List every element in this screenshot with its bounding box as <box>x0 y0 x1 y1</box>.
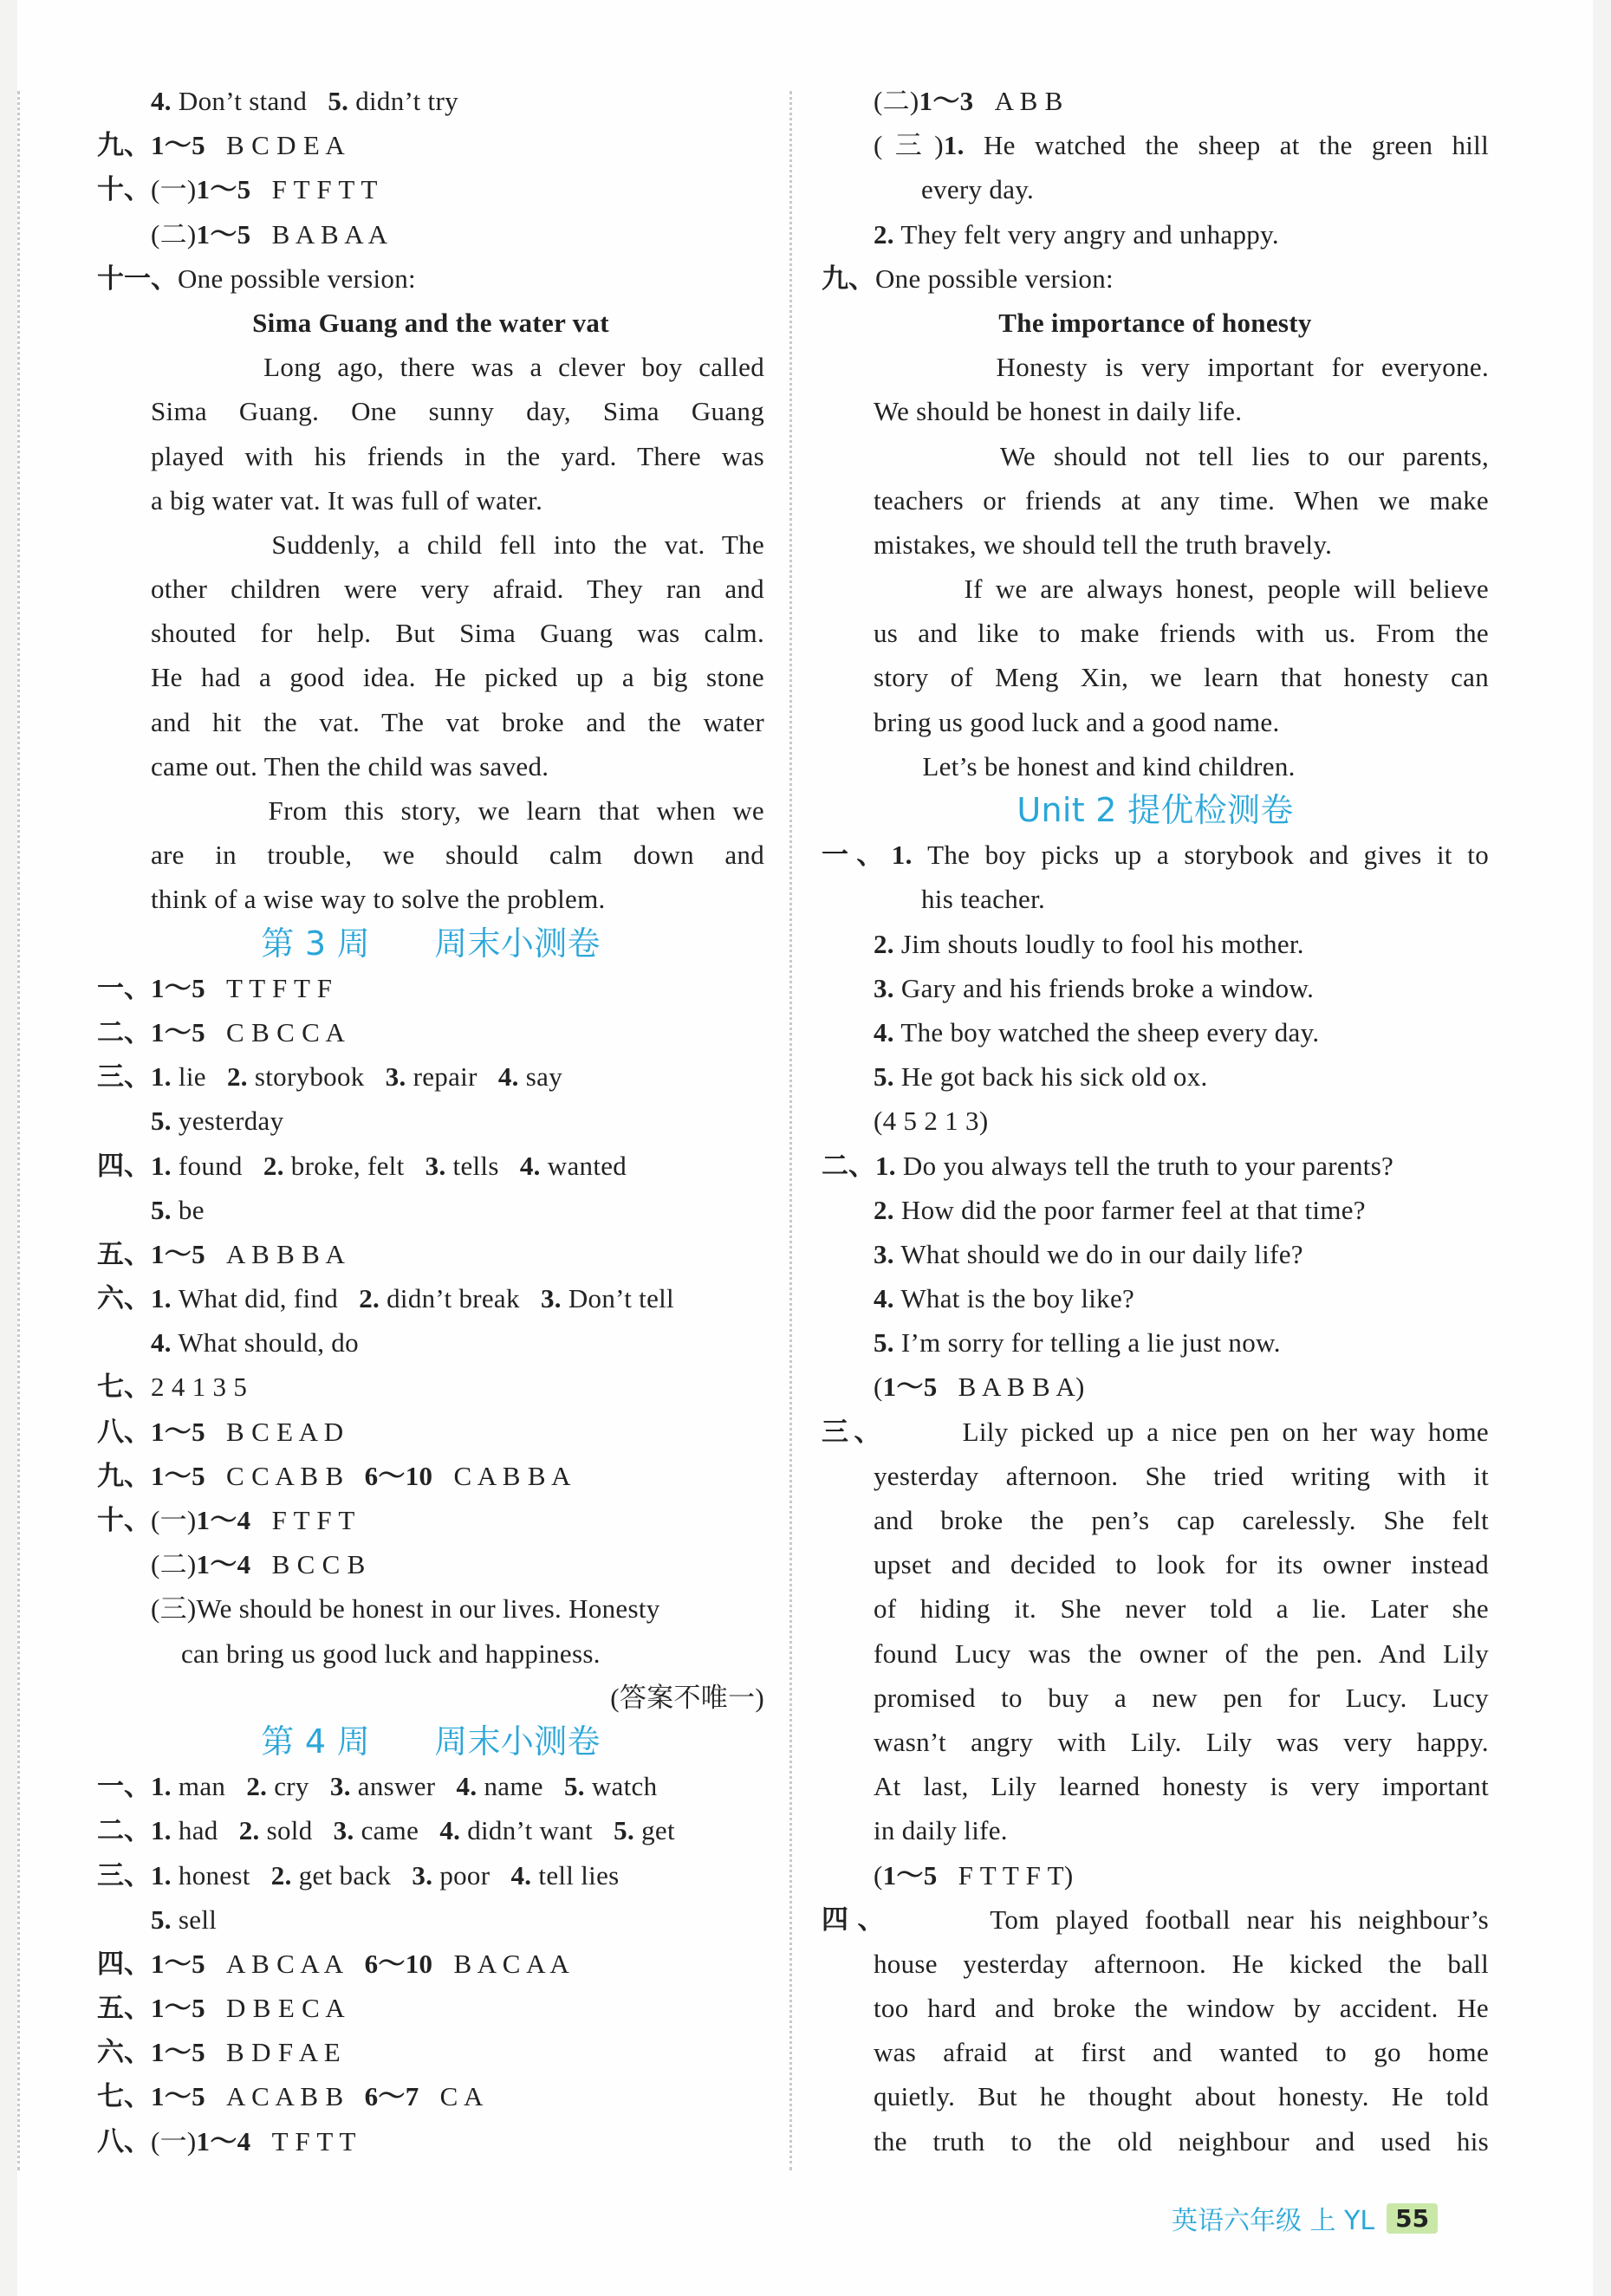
section-heading: 第 3 周 周末小测卷 <box>261 924 601 963</box>
answer-line: 五、1～5 D B E C A <box>97 1993 346 2025</box>
answer-line: bring us good luck and a good name. <box>874 706 1280 737</box>
answer-line: At last, Lily learned honesty is very important <box>874 1771 1489 1802</box>
left-column <box>97 79 764 2163</box>
answer-line: was afraid at first and wanted to go home <box>874 2037 1489 2068</box>
answer-line: 5. be <box>151 1194 205 1225</box>
answer-line: 四、1～5 A B C A A 6～10 B A C A A <box>97 1948 570 1980</box>
answer-line: us and like to make friends with us. From the <box>874 618 1489 649</box>
answer-line: 一、1. man 2. cry 3. answer 4. name 5. watch <box>97 1771 658 1803</box>
answer-line: Sima Guang. One sunny day, Sima Guang <box>151 396 764 427</box>
answer-line: found Lucy was the owner of the pen. And Lily <box>874 1638 1489 1669</box>
answer-line: story of Meng Xin, we learn that honesty can <box>874 662 1489 693</box>
answer-line: 十、(一)1～5 F T F T T <box>97 174 378 206</box>
answer-line: the truth to the old neighbour and used his <box>874 2125 1489 2157</box>
answer-line: are in trouble, we should calm down and <box>151 840 764 871</box>
answer-line: 八、1～5 B C E A D <box>97 1416 344 1448</box>
answer-line: 八、(一)1～4 T F T T <box>97 2125 356 2157</box>
answer-line: 七、2 4 1 3 5 <box>97 1372 248 1404</box>
answer-line: 5. yesterday <box>151 1106 284 1137</box>
answer-line: 5. sell <box>151 1904 218 1935</box>
answer-line: too hard and broke the window by accident. He <box>874 1993 1489 2024</box>
answer-line: We should not tell lies to our parents, <box>874 440 1489 471</box>
section-heading: 第 4 周 周末小测卷 <box>261 1722 601 1761</box>
answer-line: played with his friends in the yard. There was <box>151 440 764 471</box>
answer-line: mistakes, we should tell the truth bravely. <box>874 529 1333 560</box>
answer-line: a big water vat. It was full of water. <box>151 484 543 516</box>
left-margin-divider <box>17 91 20 2170</box>
book-label: 英语六年级 上 YL <box>1172 2206 1375 2236</box>
answer-line: If we are always honest, people will believe <box>874 574 1489 605</box>
answer-line: and hit the vat. The vat broke and the water <box>151 706 764 737</box>
essay-title: The importance of honesty <box>998 307 1312 338</box>
answer-line: 四、 Tom played football near his neighbour’s <box>822 1904 1490 1936</box>
answer-line: 4. The boy watched the sheep every day. <box>874 1016 1320 1047</box>
answer-line: (二)1～4 B C C B <box>151 1549 366 1580</box>
answer-line: 九、One possible version: <box>822 263 1114 295</box>
answer-line: came out. Then the child was saved. <box>151 750 549 782</box>
answer-line: (1～5 B A B B A) <box>874 1372 1085 1403</box>
answer-line: promised to buy a new pen for Lucy. Lucy <box>874 1682 1489 1713</box>
answer-line: 九、1～5 B C D E A <box>97 130 346 162</box>
answer-line: 二、1～5 C B C C A <box>97 1016 346 1048</box>
answer-line: in daily life. <box>874 1815 1008 1846</box>
answer-line: 4. Don’t stand 5. didn’t try <box>151 86 458 116</box>
answer-line: 二、1. Do you always tell the truth to your parents? <box>822 1150 1394 1182</box>
answer-line: (答案不唯一) <box>610 1682 764 1713</box>
answer-line: upset and decided to look for its owner instead <box>874 1549 1489 1580</box>
answer-line: 五、1～5 A B B B A <box>97 1238 346 1270</box>
answer-line: 七、1～5 A C A B B 6～7 C A <box>97 2081 484 2113</box>
answer-line: 3. Gary and his friends broke a window. <box>874 972 1315 1003</box>
answer-line: Long ago, there was a clever boy called <box>151 352 764 383</box>
answer-line: 十、(一)1～4 F T F T <box>97 1505 355 1536</box>
page-number: 55 <box>1387 2203 1438 2234</box>
answer-line: (二)1～3 A B B <box>874 86 1063 116</box>
answer-line: 3. What should we do in our daily life? <box>874 1238 1303 1269</box>
answer-line: 三、1. honest 2. get back 3. poor 4. tell lies <box>97 1859 620 1891</box>
answer-line: From this story, we learn that when we <box>151 795 764 826</box>
answer-line: 十一、One possible version: <box>97 263 416 295</box>
answer-line: wasn’t angry with Lily. Lily was very happy. <box>874 1726 1489 1757</box>
answer-line: (二)1～5 B A B A A <box>151 218 388 250</box>
essay-title: Sima Guang and the water vat <box>252 307 609 338</box>
answer-line: yesterday afternoon. She tried writing with it <box>874 1460 1489 1491</box>
answer-line: teachers or friends at any time. When we make <box>874 484 1489 516</box>
answer-line: every day. <box>921 174 1035 205</box>
answer-line: other children were very afraid. They ran and <box>151 574 764 605</box>
answer-line: 4. What should, do <box>151 1327 359 1359</box>
answer-line: shouted for help. But Sima Guang was calm. <box>151 618 764 649</box>
answer-line: 2. Jim shouts loudly to fool his mother. <box>874 928 1304 959</box>
answer-line: (三)1. He watched the sheep at the green hill <box>874 130 1489 161</box>
answer-line: (三)We should be honest in our lives. Honesty <box>151 1593 660 1625</box>
answer-line: 九、1～5 C C A B B 6～10 C A B B A <box>97 1460 571 1492</box>
answer-line: We should be honest in daily life. <box>874 396 1243 427</box>
answer-line: 2. How did the poor farmer feel at that time? <box>874 1194 1366 1225</box>
answer-line: He had a good idea. He picked up a big stone <box>151 662 764 693</box>
answer-line: 一、1. The boy picks up a storybook and gives it to <box>822 840 1489 872</box>
answer-line: Honesty is very important for everyone. <box>874 352 1489 383</box>
answer-line: quietly. But he thought about honesty. He told <box>874 2081 1489 2112</box>
answer-line: Let’s be honest and kind children. <box>874 750 1296 782</box>
answer-line: house yesterday afternoon. He kicked the ball <box>874 1948 1489 1979</box>
section-heading: Unit 2 提优检测卷 <box>1017 791 1294 829</box>
right-column <box>822 79 1489 2163</box>
answer-line: his teacher. <box>921 884 1046 915</box>
answer-line: 5. I’m sorry for telling a lie just now. <box>874 1327 1281 1359</box>
answer-line: 三、 Lily picked up a nice pen on her way home <box>822 1416 1489 1448</box>
column-divider <box>789 91 792 2170</box>
answer-line: 4. What is the boy like? <box>874 1283 1135 1314</box>
answer-line: (4 5 2 1 3) <box>874 1106 989 1137</box>
answer-line: and broke the pen’s cap carelessly. She felt <box>874 1505 1489 1535</box>
answer-line: 四、1. found 2. broke, felt 3. tells 4. wanted <box>97 1150 627 1182</box>
page-footer <box>1172 2199 1438 2237</box>
answer-line: think of a wise way to solve the problem. <box>151 884 606 915</box>
answer-line: 三、1. lie 2. storybook 3. repair 4. say <box>97 1061 562 1093</box>
answer-line: 2. They felt very angry and unhappy. <box>874 218 1279 250</box>
answer-line: can bring us good luck and happiness. <box>181 1638 601 1669</box>
answer-line: Suddenly, a child fell into the vat. The <box>151 529 764 560</box>
answer-line: 六、1～5 B D F A E <box>97 2037 341 2069</box>
answer-line: 六、1. What did, find 2. didn’t break 3. Don’t tell <box>97 1283 674 1315</box>
answer-line: 一、1～5 T T F T F <box>97 972 333 1004</box>
answer-line: (1～5 F T T F T) <box>874 1859 1074 1891</box>
answer-line: of hiding it. She never told a lie. Later she <box>874 1593 1489 1625</box>
answer-line: 二、1. had 2. sold 3. came 4. didn’t want 5. get <box>97 1815 675 1847</box>
answer-line: 5. He got back his sick old ox. <box>874 1061 1208 1093</box>
